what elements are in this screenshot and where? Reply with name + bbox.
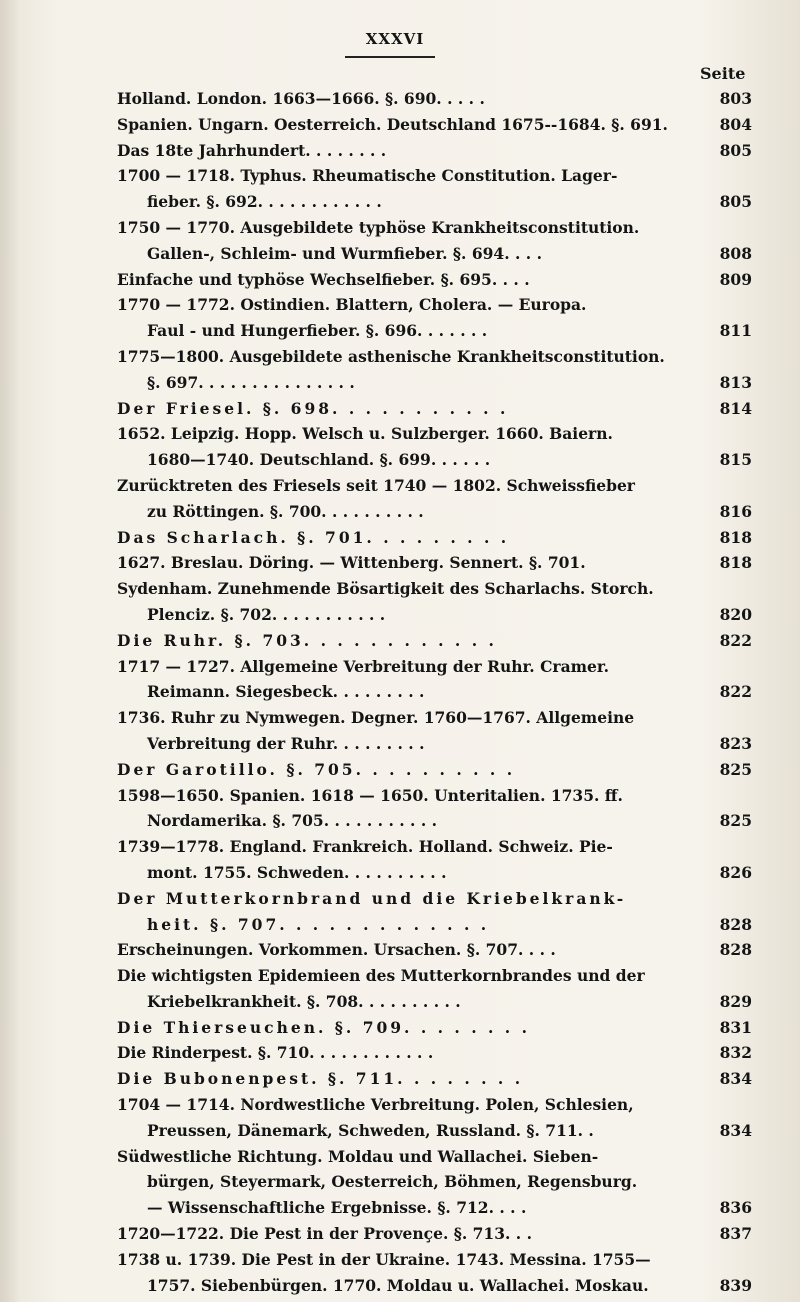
- toc-entry: [0, 1144, 800, 1221]
- toc-entry-page-number: 826: [719, 862, 752, 882]
- toc-entry-text-line: Das 18te Jahrhundert. . . . . . . .: [117, 140, 387, 160]
- toc-entry-text-line: 1770 — 1772. Ostindien. Blattern, Cholera. — Europa.: [117, 295, 587, 315]
- toc-entry: [0, 654, 800, 706]
- toc-entry-text-line: 1750 — 1770. Ausgebildete typhöse Krankheitsconstitution.: [117, 217, 640, 237]
- toc-entry-text-line: Die wichtigsten Epidemieen des Mutterkornbrandes und der: [117, 966, 645, 986]
- toc-entry-text-line: 1739—1778. England. Frankreich. Holland. Schweiz. Pie-: [117, 837, 613, 857]
- toc-entry: [0, 834, 800, 886]
- toc-entry: [0, 886, 800, 938]
- toc-entry-text-line: mont. 1755. Schweden. . . . . . . . . .: [147, 862, 447, 882]
- toc-entry-text-line: Kriebelkrankheit. §. 708. . . . . . . . . .: [147, 991, 461, 1011]
- toc-entry-text-line: Reimann. Siegesbeck. . . . . . . . .: [147, 682, 425, 702]
- toc-entry-text-line: Verbreitung der Ruhr. . . . . . . . .: [147, 733, 425, 753]
- toc-entry-page-number: 808: [719, 243, 752, 263]
- toc-entry-text-line: Plenciz. §. 702. . . . . . . . . . .: [147, 604, 386, 624]
- toc-entry-text-line: Spanien. Ungarn. Oesterreich. Deutschland 1675--1684. §. 691.: [117, 114, 668, 134]
- toc-entry: [0, 1066, 800, 1092]
- toc-entry-text-line: bürgen, Steyermark, Oesterreich, Böhmen, Regensburg.: [147, 1172, 638, 1192]
- toc-entry: [0, 1247, 800, 1299]
- toc-entry-text-line: 1704 — 1714. Nordwestliche Verbreitung. Polen, Schlesien,: [117, 1095, 634, 1115]
- toc-entry: [0, 937, 800, 963]
- toc-entry-page-number: 803: [719, 89, 752, 108]
- toc-entry-text-line: Der Garotillo. §. 705. . . . . . . . . .: [117, 759, 516, 779]
- toc-entry-text-line: 1680—1740. Deutschland. §. 699. . . . . .: [147, 450, 491, 470]
- toc-entry-text-line: Südwestliche Richtung. Moldau und Wallachei. Sieben-: [117, 1146, 599, 1166]
- toc-entry: [0, 705, 800, 757]
- toc-entry-text-line: 1717 — 1727. Allgemeine Verbreitung der Ruhr. Cramer.: [117, 656, 610, 676]
- toc-entry: [0, 963, 800, 1015]
- toc-entry-text-line: Gallen-, Schleim- und Wurmfieber. §. 694. . . .: [147, 243, 542, 263]
- toc-entry: [0, 86, 800, 112]
- toc-entry-page-number: 804: [719, 114, 752, 134]
- toc-entry-page-number: 823: [719, 733, 752, 753]
- toc-entry-text-line: Sydenham. Zunehmende Bösartigkeit des Scharlachs. Storch.: [117, 579, 654, 599]
- toc-entry-page-number: 809: [719, 269, 752, 289]
- toc-entry: [0, 267, 800, 293]
- toc-entry-page-number: 820: [719, 604, 752, 624]
- toc-entry-text-line: 1736. Ruhr zu Nymwegen. Degner. 1760—1767. Allgemeine: [117, 708, 635, 728]
- toc-entry-page-number: 805: [719, 192, 752, 212]
- toc-entry-text-line: 1700 — 1718. Typhus. Rheumatische Constitution. Lager-: [117, 166, 618, 186]
- toc-entry: [0, 1092, 800, 1144]
- toc-entry: [0, 550, 800, 576]
- toc-entry-text-line: 1598—1650. Spanien. 1618 — 1650. Unteritalien. 1735. ff.: [117, 785, 623, 805]
- toc-entry-page-number: 822: [719, 682, 752, 702]
- toc-entry-page-number: 816: [719, 501, 752, 521]
- toc-entry-text-line: Die Ruhr. §. 703. . . . . . . . . . . .: [117, 630, 497, 650]
- toc-entry-page-number: 832: [719, 1043, 752, 1063]
- toc-entry: [0, 473, 800, 525]
- toc-entry-text-line: 1627. Breslau. Döring. — Wittenberg. Sennert. §. 701.: [117, 553, 586, 573]
- toc-entry: [0, 525, 800, 551]
- toc-entry-text-line: Der Friesel. §. 698. . . . . . . . . . .: [117, 398, 509, 418]
- table-of-contents: [0, 86, 800, 1298]
- toc-entry: [0, 576, 800, 628]
- toc-entry: [0, 628, 800, 654]
- toc-entry-text-line: 1720—1722. Die Pest in der Provençe. §. 713. . .: [117, 1224, 532, 1244]
- toc-entry-text-line: Die Bubonenpest. §. 711. . . . . . . .: [117, 1069, 524, 1089]
- toc-entry-page-number: 837: [719, 1224, 752, 1244]
- toc-entry-page-number: 814: [719, 398, 752, 418]
- toc-entry-page-number: 818: [719, 527, 752, 547]
- seite-column-label: Seite: [700, 64, 746, 83]
- toc-entry-text-line: Holland. London. 1663—1666. §. 690. . . . .: [117, 89, 485, 108]
- toc-entry-text-line: 1652. Leipzig. Hopp. Welsch u. Sulzberger. 1660. Baiern.: [117, 424, 613, 444]
- toc-entry-page-number: 836: [719, 1198, 752, 1218]
- toc-entry-text-line: Erscheinungen. Vorkommen. Ursachen. §. 707. . . .: [117, 940, 556, 960]
- toc-entry-text-line: fieber. §. 692. . . . . . . . . . . .: [147, 192, 382, 212]
- toc-entry-page-number: 834: [719, 1120, 752, 1140]
- toc-entry-text-line: Zurücktreten des Friesels seit 1740 — 1802. Schweissfieber: [117, 475, 635, 495]
- header-rule: [345, 56, 435, 58]
- toc-entry-page-number: 811: [719, 321, 752, 341]
- toc-entry-page-number: 822: [719, 630, 752, 650]
- toc-entry-page-number: 839: [719, 1275, 752, 1295]
- toc-entry: [0, 757, 800, 783]
- toc-entry: [0, 421, 800, 473]
- toc-entry: [0, 396, 800, 422]
- toc-entry-text-line: Preussen, Dänemark, Schweden, Russland. §. 711. .: [147, 1120, 594, 1140]
- toc-entry: [0, 1221, 800, 1247]
- toc-entry: [0, 112, 800, 138]
- toc-entry: [0, 1040, 800, 1066]
- toc-entry: [0, 138, 800, 164]
- toc-entry-page-number: 829: [719, 991, 752, 1011]
- toc-entry-page-number: 828: [719, 940, 752, 960]
- toc-entry: [0, 344, 800, 396]
- toc-entry-text-line: Einfache und typhöse Wechselfieber. §. 695. . . .: [117, 269, 530, 289]
- toc-entry: [0, 1015, 800, 1041]
- toc-entry-page-number: 813: [719, 372, 752, 392]
- toc-entry-page-number: 825: [719, 811, 752, 831]
- toc-entry-page-number: 818: [719, 553, 752, 573]
- toc-entry-text-line: 1738 u. 1739. Die Pest in der Ukraine. 1743. Messina. 1755—: [117, 1249, 651, 1269]
- toc-entry: [0, 292, 800, 344]
- toc-entry-text-line: — Wissenschaftliche Ergebnisse. §. 712. . . .: [147, 1198, 527, 1218]
- toc-entry: [0, 215, 800, 267]
- toc-entry-text-line: §. 697. . . . . . . . . . . . . . .: [147, 372, 355, 392]
- toc-entry-page-number: 831: [719, 1017, 752, 1037]
- toc-entry-page-number: 834: [719, 1069, 752, 1089]
- toc-entry-text-line: zu Röttingen. §. 700. . . . . . . . . .: [147, 501, 424, 521]
- toc-entry-text-line: Der Mutterkornbrand und die Kriebelkrank-: [117, 888, 627, 908]
- toc-entry-text-line: Nordamerika. §. 705. . . . . . . . . . .: [147, 811, 438, 831]
- toc-entry-text-line: Faul - und Hungerfieber. §. 696. . . . . . .: [147, 321, 488, 341]
- toc-entry-text-line: 1775—1800. Ausgebildete asthenische Krankheitsconstitution.: [117, 346, 665, 366]
- toc-entry: [0, 783, 800, 835]
- toc-entry-page-number: 825: [719, 759, 752, 779]
- toc-entry-page-number: 828: [719, 914, 752, 934]
- toc-entry-text-line: heit. §. 707. . . . . . . . . . . . .: [147, 914, 490, 934]
- toc-entry-text-line: Das Scharlach. §. 701. . . . . . . . .: [117, 527, 510, 547]
- page-number-header: XXXVI: [365, 30, 425, 48]
- toc-entry-page-number: 805: [719, 140, 752, 160]
- toc-entry-text-line: Die Rinderpest. §. 710. . . . . . . . . . . .: [117, 1043, 434, 1063]
- toc-entry-page-number: 815: [719, 450, 752, 470]
- toc-entry: [0, 163, 800, 215]
- toc-entry-text-line: 1757. Siebenbürgen. 1770. Moldau u. Wallachei. Moskau.: [147, 1275, 649, 1295]
- toc-entry-text-line: Die Thierseuchen. §. 709. . . . . . . .: [117, 1017, 530, 1037]
